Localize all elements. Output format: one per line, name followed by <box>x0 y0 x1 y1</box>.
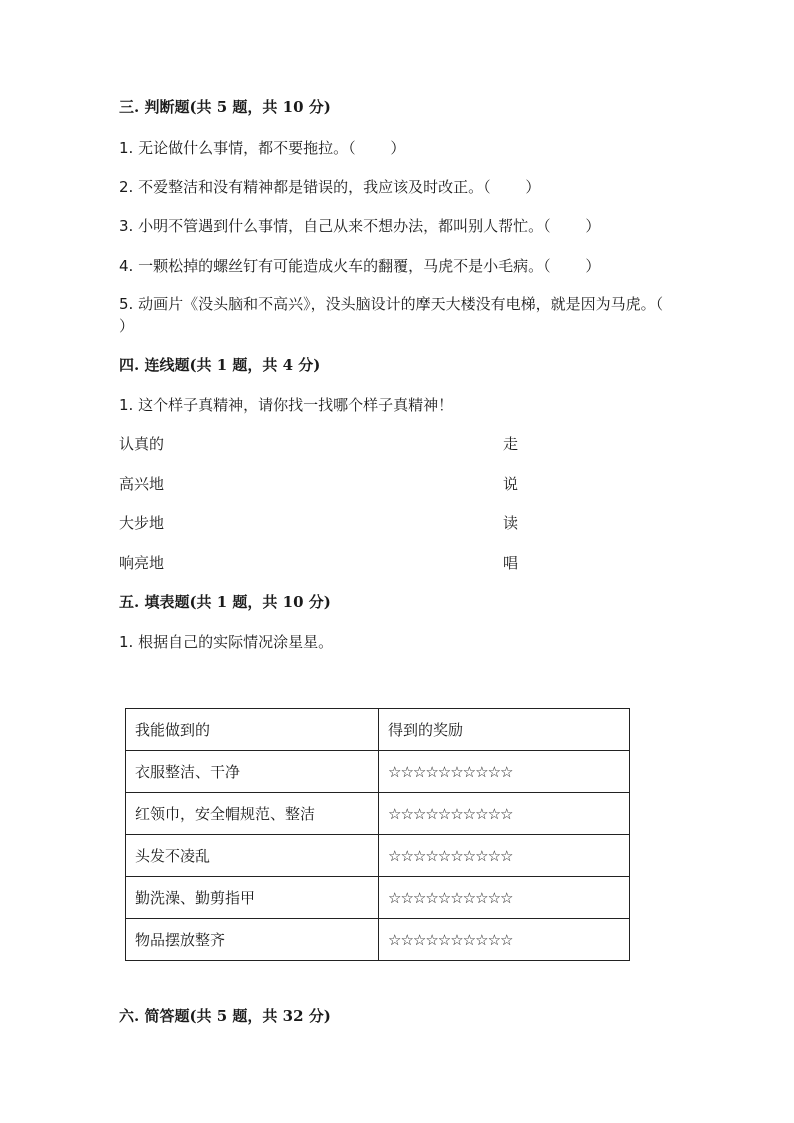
table-cell-stars[interactable]: ☆☆☆☆☆☆☆☆☆☆ <box>379 835 630 877</box>
table-cell-behavior: 物品摆放整齐 <box>126 919 379 961</box>
table-row <box>126 877 630 919</box>
table-cell-behavior: 红领巾，安全帽规范、整洁 <box>126 793 379 835</box>
judgement-question-3: 3. 小明不管遇到什么事情，自己从来不想办法，都叫别人帮忙。（ ） <box>119 217 601 235</box>
table-row <box>126 751 630 793</box>
table-row <box>126 835 630 877</box>
judgement-question-4: 4. 一颗松掉的螺丝钉有可能造成火车的翻覆，马虎不是小毛病。（ ） <box>119 257 601 275</box>
table-cell-behavior: 头发不凌乱 <box>126 835 379 877</box>
table-header-row <box>126 709 630 751</box>
matching-left-item: 响亮地 <box>119 554 165 572</box>
judgement-question-5: 5. 动画片《没头脑和不高兴》，没头脑设计的摩天大楼没有电梯，就是因为马虎。（ ） <box>119 295 698 335</box>
matching-left-item: 大步地 <box>119 514 165 532</box>
section-6-heading: 六. 简答题(共 5 题，共 32 分) <box>119 1007 331 1025</box>
table-row <box>126 919 630 961</box>
judgement-question-1: 1. 无论做什么事情，都不要拖拉。（ ） <box>119 139 406 157</box>
section-4-heading: 四. 连线题(共 1 题，共 4 分) <box>119 356 321 374</box>
table-cell-behavior: 衣服整洁、干净 <box>126 751 379 793</box>
table-header-cell: 得到的奖励 <box>379 709 630 751</box>
table-question-1: 1. 根据自己的实际情况涂星星。 <box>119 633 334 651</box>
table-cell-behavior: 勤洗澡、勤剪指甲 <box>126 877 379 919</box>
matching-question-1: 1. 这个样子真精神，请你找一找哪个样子真精神！ <box>119 396 454 414</box>
section-3-heading: 三. 判断题(共 5 题，共 10 分) <box>119 98 331 116</box>
matching-left-item: 认真的 <box>119 435 165 453</box>
table-cell-stars[interactable]: ☆☆☆☆☆☆☆☆☆☆ <box>379 919 630 961</box>
table-cell-stars[interactable]: ☆☆☆☆☆☆☆☆☆☆ <box>379 877 630 919</box>
matching-right-item: 说 <box>503 475 519 493</box>
judgement-question-2: 2. 不爱整洁和没有精神都是错误的，我应该及时改正。（ ） <box>119 178 541 196</box>
section-5-heading: 五. 填表题(共 1 题，共 10 分) <box>119 593 331 611</box>
matching-right-item: 走 <box>503 435 519 453</box>
matching-right-item: 唱 <box>503 554 519 572</box>
star-rating-table <box>125 708 630 961</box>
table-row <box>126 793 630 835</box>
matching-left-item: 高兴地 <box>119 475 165 493</box>
table-cell-stars[interactable]: ☆☆☆☆☆☆☆☆☆☆ <box>379 751 630 793</box>
table-cell-stars[interactable]: ☆☆☆☆☆☆☆☆☆☆ <box>379 793 630 835</box>
table-header-cell: 我能做到的 <box>126 709 379 751</box>
matching-right-item: 读 <box>503 514 519 532</box>
